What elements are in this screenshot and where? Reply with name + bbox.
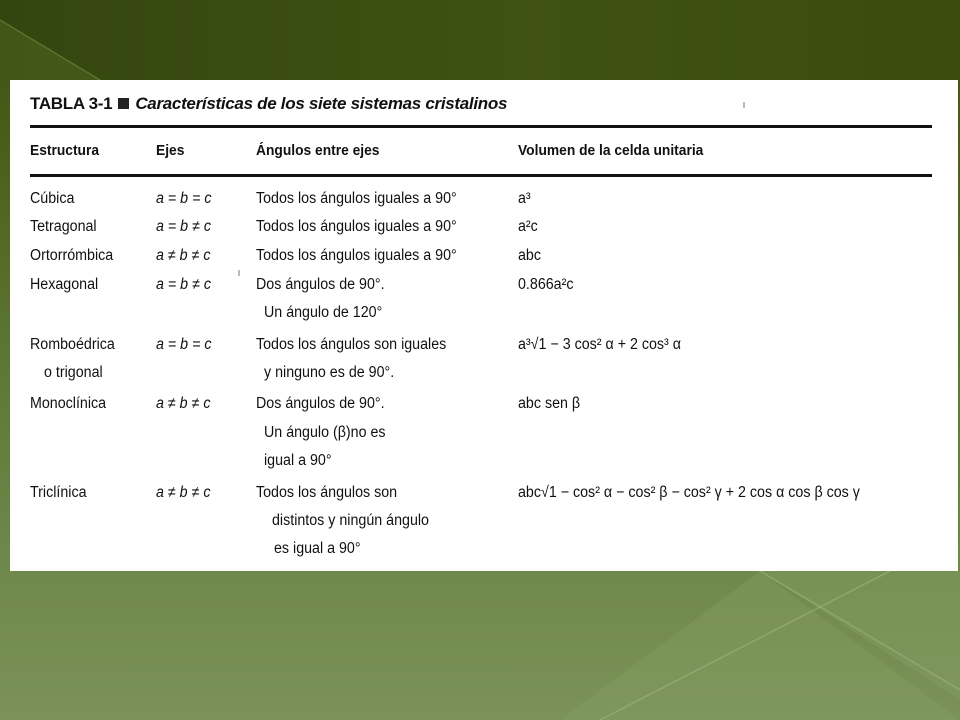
cell-ejes: a ≠ b ≠ c (156, 484, 211, 501)
cell-angulos: igual a 90° (264, 452, 332, 469)
cell-estructura: Cúbica (30, 190, 75, 207)
header-estructura: Estructura (30, 142, 100, 159)
cell-angulos: y ninguno es de 90°. (264, 364, 395, 381)
cell-ejes: a ≠ b ≠ c (156, 395, 211, 412)
cell-angulos: Todos los ángulos son iguales (256, 336, 447, 353)
header-rule (30, 174, 932, 177)
header-angulos: Ángulos entre ejes (256, 142, 380, 159)
cell-ejes: a = b = c (156, 190, 212, 207)
table-caption: Características de los siete sistemas cristalinos (135, 94, 508, 113)
cell-angulos: distintos y ningún ángulo (272, 512, 429, 529)
cell-estructura: Romboédrica (30, 336, 115, 353)
cell-volumen: a²c (518, 218, 538, 235)
cell-volumen: a³√1 − 3 cos² α + 2 cos³ α (518, 336, 682, 353)
cell-angulos: Todos los ángulos iguales a 90° (256, 247, 457, 264)
cell-estructura: Triclínica (30, 484, 87, 501)
top-rule (30, 125, 932, 128)
cell-volumen: abc√1 − cos² α − cos² β − cos² γ + 2 cos α cos β cos γ (518, 484, 860, 501)
cell-volumen: abc sen β (518, 395, 581, 412)
cell-angulos: Dos ángulos de 90°. (256, 276, 385, 293)
cell-angulos: Todos los ángulos son (256, 484, 398, 501)
cell-angulos: Dos ángulos de 90°. (256, 395, 385, 412)
cell-estructura: Ortorrómbica (30, 247, 114, 264)
square-bullet-icon (118, 98, 129, 109)
table-title (30, 94, 507, 114)
cell-angulos: Todos los ángulos iguales a 90° (256, 218, 457, 235)
cell-volumen: a³ (518, 190, 531, 207)
scan-speck (238, 270, 240, 276)
scan-speck (743, 102, 745, 108)
table-number: TABLA 3-1 (30, 94, 113, 113)
cell-angulos: Un ángulo (β)no es (264, 424, 386, 441)
cell-estructura: Hexagonal (30, 276, 99, 293)
cell-volumen: abc (518, 247, 541, 264)
cell-ejes: a = b ≠ c (156, 276, 211, 293)
header-ejes: Ejes (156, 142, 185, 159)
cell-angulos: Un ángulo de 120° (264, 304, 383, 321)
cell-angulos: es igual a 90° (274, 540, 361, 557)
crystal-systems-table (10, 80, 958, 571)
cell-estructura: o trigonal (44, 364, 103, 381)
cell-estructura: Tetragonal (30, 218, 97, 235)
cell-volumen: 0.866a²c (518, 276, 574, 293)
header-volumen: Volumen de la celda unitaria (518, 142, 704, 159)
cell-estructura: Monoclínica (30, 395, 107, 412)
cell-angulos: Todos los ángulos iguales a 90° (256, 190, 457, 207)
cell-ejes: a = b = c (156, 336, 212, 353)
table-image-card (10, 80, 958, 571)
slide-top-band (0, 0, 960, 80)
cell-ejes: a = b ≠ c (156, 218, 211, 235)
cell-ejes: a ≠ b ≠ c (156, 247, 211, 264)
